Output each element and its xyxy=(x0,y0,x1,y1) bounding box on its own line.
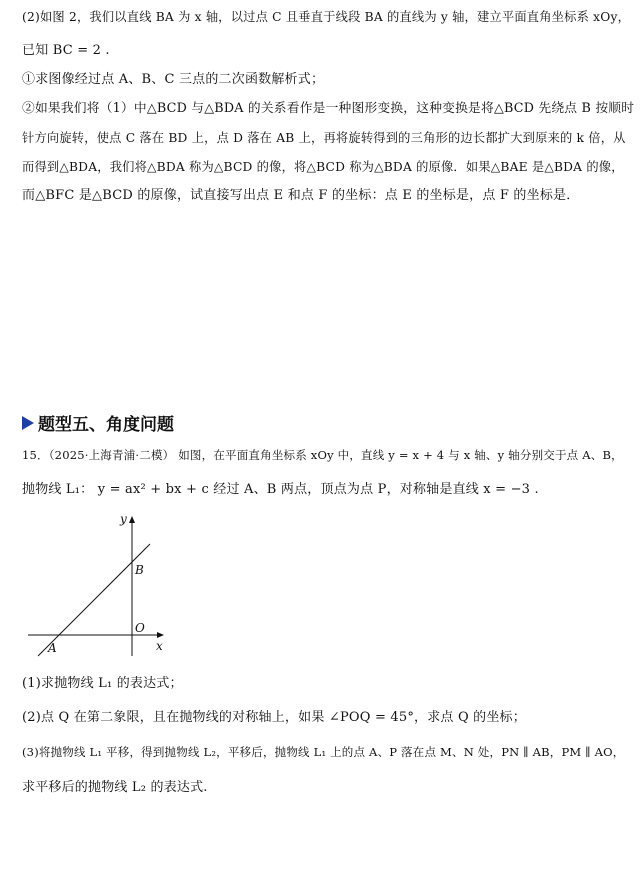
part2-sub2-line1: ②如果我们将（1）中△BCD 与△BDA 的关系看作是一种图形变换，这种变换是将△BCD 先绕点 B 按顺时 xyxy=(22,101,635,116)
y-axis-arrow xyxy=(129,516,135,523)
point-b-label: B xyxy=(135,563,144,577)
figure-svg xyxy=(24,508,174,660)
triangle-arrow-icon xyxy=(22,416,34,430)
problem15-line1: 15．（2025·上海青浦·二模） 如图，在平面直角坐标系 xOy 中，直线 y = x + 4 与 x 轴、y 轴分别交于点 A、B， xyxy=(22,448,623,462)
section-title: 题型五、角度问题 xyxy=(38,415,174,435)
part2-sub2-line4: 而△BFC 是△BCD 的原像，试直接写出点 E 和点 F 的坐标：点 E 的坐标是，点 F 的坐标是． xyxy=(22,188,580,203)
line-y-equals-x-plus-4 xyxy=(38,544,150,656)
section-header xyxy=(22,410,174,435)
coordinate-figure xyxy=(24,508,174,660)
part2-sub2-line2: 针方向旋转，使点 C 落在 BD 上，点 D 落在 AB 上，再将旋转得到的三角形的边长都扩大到原来的 k 倍，从 xyxy=(22,131,626,145)
y-axis-label: y xyxy=(120,512,127,526)
problem15-q1: (1)求抛物线 L₁ 的表达式； xyxy=(22,676,183,691)
part2-line2: 已知 BC = 2 . xyxy=(22,43,110,58)
part2-line1: (2)如图 2，我们以直线 BA 为 x 轴，以过点 C 且垂直于线段 BA 的直线为 y 轴，建立平面直角坐标系 xOy， xyxy=(22,10,631,24)
x-axis-label: x xyxy=(156,639,163,653)
problem15-q2: (2)点 Q 在第二象限，且在抛物线的对称轴上，如果 ∠POQ = 45°，求点 Q 的坐标； xyxy=(22,710,526,725)
x-axis-arrow xyxy=(157,632,164,638)
problem15-q3-line1: (3)将抛物线 L₁ 平移，得到抛物线 L₂，平移后，抛物线 L₁ 上的点 A、P 落在点 M、N 处，PN ∥ AB，PM ∥ AO， xyxy=(22,745,625,759)
part2-sub2-line3: 而得到△BDA，我们将△BDA 称为△BCD 的像，将△BCD 称为△BDA 的原像．如果△BAE 是△BDA 的像， xyxy=(22,160,624,174)
part2-sub1: ①求图像经过点 A、B、C 三点的二次函数解析式； xyxy=(22,72,325,87)
point-a-label: A xyxy=(48,641,57,655)
problem15-q3-line2: 求平移后的抛物线 L₂ 的表达式. xyxy=(22,780,208,795)
problem15-line2: 抛物线 L₁： y = ax² + bx + c 经过 A、B 两点，顶点为点 P，对称轴是直线 x = −3 . xyxy=(22,482,539,497)
origin-label: O xyxy=(135,621,145,635)
